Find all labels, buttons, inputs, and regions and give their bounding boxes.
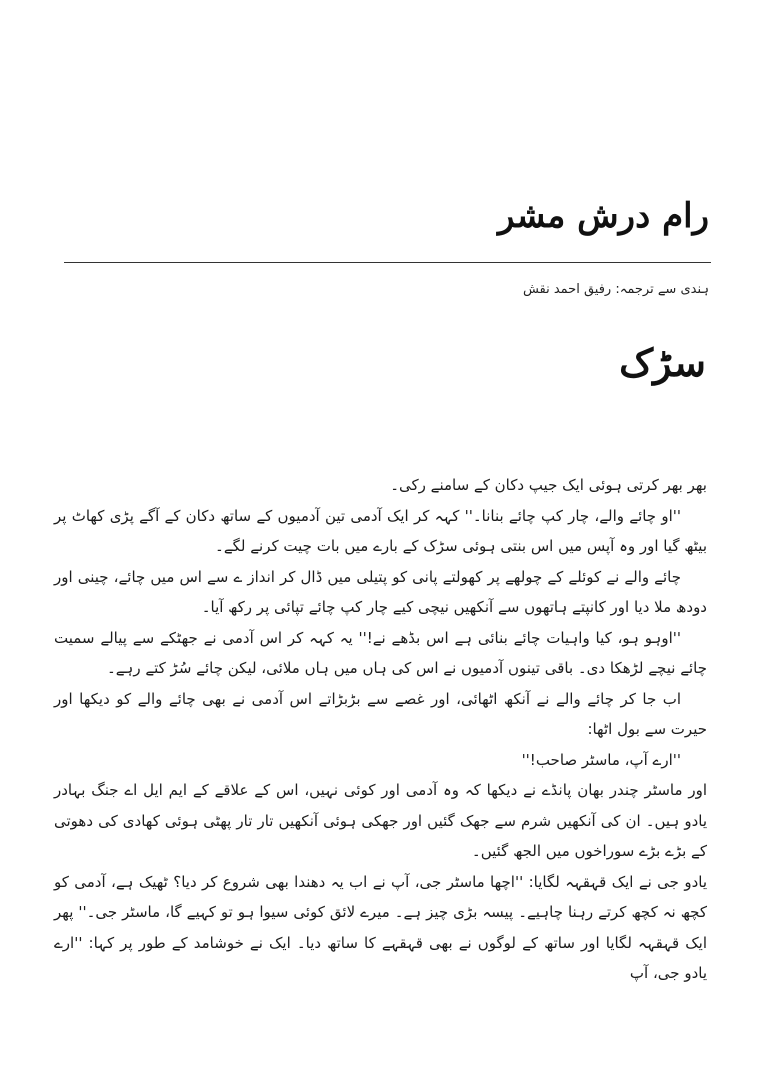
paragraph: چائے والے نے کوئلے کے چولھے پر کھولتے پانی کو پتیلی میں ڈال کر انداز ے سے اس میں چائے، چینی اور دودھ ملا دیا اور کانپتے ہاتھوں سے آنکھیں نیچی کیے چار کپ چائے تپائی پر رکھ آیا۔ (54, 567, 707, 616)
author-name: رام درش مشر (498, 196, 709, 236)
paragraph: ''اوہو ہو، کیا واہیات چائے بنائی ہے اس بڈھے نے!'' یہ کہہ کر اس آدمی نے جھٹکے سے پیالے سمیت چائے نیچے لڑھکا دی۔ باقی تینوں آدمیوں نے اس کی ہاں میں ہاں ملائی، لیکن چائے سُڑ کتے رہے۔ (54, 628, 707, 677)
paragraph: یادو جی نے ایک قہقہہ لگایا: ''اچھا ماسٹر جی، آپ نے اب یہ دھندا بھی شروع کر دیا؟ ٹھیک ہے، آدمی کو کچھ نہ کچھ کرتے رہنا چاہیے۔ پیسہ بڑی چیز ہے۔ میرے لائق کوئی سیوا ہو تو کہیے گا، ماسٹر جی۔'' پھر ایک قہقہہ لگایا اور ساتھ کے لوگوں نے بھی قہقہے کا ساتھ دیا۔ ایک نے خوشامد کے طور پر کہا: ''ارے یادو جی، آپ (54, 872, 707, 982)
paragraph: ''او چائے والے، چار کپ چائے بنانا۔'' کہہ کر ایک آدمی تین آدمیوں کے ساتھ دکان کے آگے پڑی کھاٹ پر بیٹھ گیا اور وہ آپس میں اس بنتی ہوئی سڑک کے بارے میں بات چیت کرنے لگے۔ (54, 506, 707, 555)
heading-divider (64, 262, 711, 263)
story-title: سڑک (619, 340, 706, 385)
paragraph: اب جا کر چائے والے نے آنکھ اٹھائی، اور غصے سے بڑبڑاتے اس آدمی نے بھی چائے والے کو دیکھا اور حیرت سے بول اٹھا: (54, 689, 707, 738)
story-body (54, 470, 707, 989)
paragraph: بھر بھر کرتی ہوئی ایک جیپ دکان کے سامنے رکی۔ (390, 476, 707, 494)
paragraph: اور ماسٹر چندر بھان پانڈے نے دیکھا کہ وہ آدمی اور کوئی نہیں، اس کے علاقے کے ایم ایل اے جنگ بہادر یادو ہیں۔ ان کی آنکھیں شرم سے جھک گئیں اور جھکی ہوئی آنکھیں تار تار پھٹی ہوئی کھادی کی دھوتی کے بڑے بڑے سوراخوں میں الجھ گئیں۔ (54, 781, 707, 860)
translator-credit: ہندی سے ترجمہ: رفیق احمد نقش (522, 282, 709, 297)
paragraph: ''ارے آپ، ماسٹر صاحب!'' (521, 750, 681, 769)
